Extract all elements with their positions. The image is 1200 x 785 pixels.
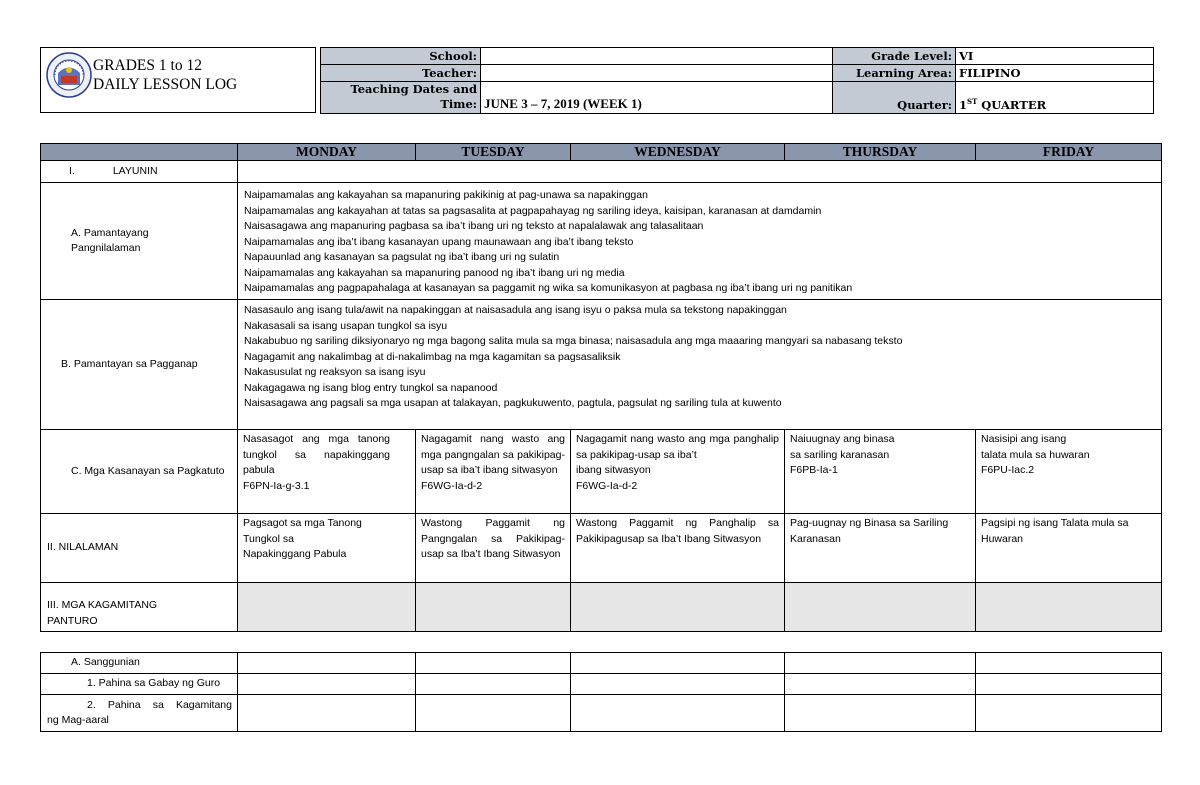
kasanayan-tuesday-code: F6WG-Ia-d-2 bbox=[421, 479, 483, 492]
list-item: Naipamamalas ang pagpapahalaga at kasanayan sa paggamit ng wika sa komunikasyon at pagbasa ng iba’t ibang uri ng panitikan bbox=[244, 282, 853, 294]
kagamitang-magaaral-label bbox=[41, 695, 238, 732]
kagamitan-wednesday[interactable] bbox=[571, 583, 785, 632]
kagamitang-magaaral-row bbox=[41, 695, 1162, 732]
school-field[interactable] bbox=[481, 48, 833, 65]
sanggunian-thursday[interactable] bbox=[785, 653, 976, 674]
gabay-guro-monday[interactable] bbox=[238, 674, 416, 695]
list-item: Nasasaulo ang isang tula/awit na napakinggan at naisasadula ang isang isyu o paksa mula sa tekstong napakinggan bbox=[244, 304, 787, 316]
list-item: Naipamamalas ang iba’t ibang kasanayan upang maunawaan ang iba’t ibang teksto bbox=[244, 235, 634, 248]
list-item: Naipamamalas ang kakayahan sa mapanuring pakikinig at pag-unawa sa napakinggan bbox=[244, 189, 648, 201]
kagamitang-magaaral-wednesday[interactable] bbox=[571, 695, 785, 732]
nilalaman-wednesday[interactable]: Wastong Paggamit ng Panghalip sa Pakikipagusap sa Iba’t Ibang Sitwasyon bbox=[571, 514, 785, 583]
kasanayan-monday-text: Nasasagot ang mga tanong tungkol sa napakinggang pabula bbox=[243, 433, 390, 476]
layunin-text: LAYUNIN bbox=[112, 164, 158, 177]
day-tuesday: TUESDAY bbox=[416, 144, 571, 161]
grade-level-value[interactable]: VI bbox=[956, 48, 1154, 65]
nilalaman-friday[interactable]: Pagsipi ng isang Talata mula sa Huwaran bbox=[976, 514, 1162, 583]
kagamitang-magaaral-monday[interactable] bbox=[238, 695, 416, 732]
quarter-word: QUARTER bbox=[977, 98, 1047, 112]
kasanayan-wednesday-text: Nagagamit nang wasto ang mga panghalip sa pakikipag-usap sa iba’t bbox=[576, 433, 779, 461]
title-grades: GRADES 1 to 12 bbox=[93, 57, 202, 74]
grade-level-label: Grade Level: bbox=[833, 48, 956, 65]
pamantayan-pagganap-content[interactable] bbox=[238, 300, 1162, 430]
header-title-box bbox=[40, 47, 316, 113]
nilalaman-thursday[interactable]: Pag-uugnay ng Binasa sa Sariling Karanasan bbox=[785, 514, 976, 583]
kagamitang-magaaral-line1: 2. Pahina sa Kagamitang bbox=[87, 698, 232, 711]
list-item: Naisasagawa ang pagsali sa mga usapan at talakayan, pagkukuwento, pagtula, pagsulat ng sariling tula at kuwento bbox=[244, 397, 782, 409]
quarter-value[interactable] bbox=[956, 82, 1154, 114]
kagamitan-label-line2: PANTURO bbox=[47, 614, 98, 627]
list-item: Naipamamalas ang kakayahan sa mapanuring panood ng iba’t ibang uri ng media bbox=[244, 266, 625, 279]
list-item: Nakagagawa ng isang blog entry tungkol sa napanood bbox=[244, 381, 498, 394]
kagamitang-magaaral-thursday[interactable] bbox=[785, 695, 976, 732]
kasanayan-friday[interactable] bbox=[976, 430, 1162, 514]
kasanayan-wednesday-code: F6WG-Ia-d-2 bbox=[576, 479, 638, 492]
day-monday: MONDAY bbox=[238, 144, 416, 161]
kasanayan-friday-line1: Nasisipi ang isang bbox=[981, 433, 1067, 445]
lesson-log-table bbox=[40, 143, 1162, 632]
nilalaman-monday-line3: Napakinggang Pabula bbox=[243, 548, 347, 560]
teaching-dates-label bbox=[321, 82, 481, 114]
school-label: School: bbox=[321, 48, 481, 65]
pamantayan-pagganap-label: B. Pamantayan sa Pagganap bbox=[41, 300, 238, 430]
quarter-suffix: ST bbox=[967, 97, 978, 106]
kasanayan-row bbox=[41, 430, 1162, 514]
sanggunian-friday[interactable] bbox=[976, 653, 1162, 674]
gabay-guro-tuesday[interactable] bbox=[416, 674, 571, 695]
list-item: Napauunlad ang kasanayan sa pagsulat ng iba’t ibang uri ng sulatin bbox=[244, 251, 560, 263]
kasanayan-wednesday[interactable] bbox=[571, 430, 785, 514]
pamantayang-pangnilalaman-label: A. Pamantayang Pangnilalaman bbox=[41, 183, 238, 300]
kagamitang-magaaral-line2: ng Mag-aaral bbox=[47, 714, 109, 726]
nilalaman-monday-line2: Tungkol sa bbox=[243, 532, 294, 545]
layunin-row bbox=[41, 161, 1162, 183]
gabay-guro-label: 1. Pahina sa Gabay ng Guro bbox=[41, 674, 238, 695]
kasanayan-thursday-line1: Naiuugnay ang binasa bbox=[790, 433, 895, 445]
kasanayan-thursday-line2: sa sariling karanasan bbox=[790, 448, 890, 461]
nilalaman-tuesday[interactable]: Wastong Paggamit ng Pangngalan sa Pakikipag-usap sa Iba’t Ibang Sitwasyon bbox=[416, 514, 571, 583]
gabay-guro-wednesday[interactable] bbox=[571, 674, 785, 695]
sanggunian-wednesday[interactable] bbox=[571, 653, 785, 674]
kasanayan-thursday[interactable] bbox=[785, 430, 976, 514]
title-daily-lesson-log: DAILY LESSON LOG bbox=[93, 76, 238, 93]
quarter-label: Quarter: bbox=[833, 82, 956, 114]
kasanayan-monday[interactable] bbox=[238, 430, 416, 514]
list-item: Nakasasali sa isang usapan tungkol sa isyu bbox=[244, 319, 448, 332]
pamantayang-pangnilalaman-list bbox=[244, 188, 1156, 297]
sanggunian-monday[interactable] bbox=[238, 653, 416, 674]
kagamitang-magaaral-friday[interactable] bbox=[976, 695, 1162, 732]
gabay-guro-friday[interactable] bbox=[976, 674, 1162, 695]
teaching-dates-label-line2: Time: bbox=[440, 97, 477, 111]
teacher-label: Teacher: bbox=[321, 65, 481, 82]
kasanayan-tuesday[interactable] bbox=[416, 430, 571, 514]
kasanayan-monday-code: F6PN-Ia-g-3.1 bbox=[243, 479, 310, 492]
sanggunian-label: A. Sanggunian bbox=[41, 653, 238, 674]
layunin-content[interactable] bbox=[238, 161, 1162, 183]
kasanayan-wednesday-text2: ibang sitwasyon bbox=[576, 464, 651, 476]
gabay-guro-thursday[interactable] bbox=[785, 674, 976, 695]
layunin-number: I. bbox=[69, 164, 75, 177]
sanggunian-table bbox=[40, 652, 1162, 732]
learning-area-value[interactable]: FILIPINO bbox=[956, 65, 1154, 82]
list-item: Nakasusulat ng reaksyon sa isang isyu bbox=[244, 366, 426, 378]
gabay-guro-row bbox=[41, 674, 1162, 695]
nilalaman-monday-line1: Pagsagot sa mga Tanong bbox=[243, 517, 362, 529]
teacher-field[interactable] bbox=[481, 65, 833, 82]
nilalaman-label: II. NILALAMAN bbox=[41, 514, 238, 583]
kagamitan-thursday[interactable] bbox=[785, 583, 976, 632]
sanggunian-tuesday[interactable] bbox=[416, 653, 571, 674]
pamantayang-pangnilalaman-row bbox=[41, 183, 1162, 300]
header-title bbox=[93, 56, 237, 94]
list-item: Nagagamit ang nakalimbag at di-nakalimbag na mga kagamitan sa pagsasaliksik bbox=[244, 350, 621, 363]
kasanayan-thursday-code: F6PB-Ia-1 bbox=[790, 464, 838, 476]
day-wednesday: WEDNESDAY bbox=[571, 144, 785, 161]
kasanayan-tuesday-text: Nagagamit nang wasto ang mga pangngalan sa pakikipag-usap sa iba’t ibang sitwasyon bbox=[421, 433, 565, 476]
layunin-label bbox=[41, 161, 238, 183]
sanggunian-row bbox=[41, 653, 1162, 674]
list-item: Nakabubuo ng sariling diksiyonaryo ng mga bagong salita mula sa mga binasa; naisasadula ang mga maaaring mangyari sa nabasang teksto bbox=[244, 335, 903, 347]
quarter-number: 1 bbox=[959, 98, 968, 112]
kasanayan-label: C. Mga Kasanayan sa Pagkatuto bbox=[41, 430, 238, 514]
nilalaman-monday[interactable] bbox=[238, 514, 416, 583]
header-info-table bbox=[320, 47, 1154, 114]
teaching-dates-label-line1: Teaching Dates and bbox=[350, 82, 477, 96]
kasanayan-friday-line2: talata mula sa huwaran bbox=[981, 448, 1090, 461]
learning-area-label: Learning Area: bbox=[833, 65, 956, 82]
kagamitan-label bbox=[41, 583, 238, 632]
list-item: Naisasagawa ang mapanuring pagbasa sa iba’t ibang uri ng teksto at napalalawak ang talasalitaan bbox=[244, 220, 704, 232]
kagamitang-magaaral-tuesday[interactable] bbox=[416, 695, 571, 732]
pamantayang-pangnilalaman-content[interactable] bbox=[238, 183, 1162, 300]
kagamitan-label-line1: III. MGA KAGAMITANG bbox=[47, 599, 158, 611]
deped-seal-icon bbox=[46, 52, 92, 98]
kagamitan-row bbox=[41, 583, 1162, 632]
kagamitan-monday[interactable] bbox=[238, 583, 416, 632]
teaching-dates-value[interactable]: JUNE 3 – 7, 2019 (WEEK 1) bbox=[481, 82, 833, 114]
nilalaman-row bbox=[41, 514, 1162, 583]
pamantayan-pagganap-list bbox=[244, 303, 1156, 412]
day-thursday: THURSDAY bbox=[785, 144, 976, 161]
kagamitan-friday[interactable] bbox=[976, 583, 1162, 632]
kagamitan-tuesday[interactable] bbox=[416, 583, 571, 632]
list-item: Naipamamalas ang kakayahan at tatas sa pagsasalita at pagpapahayag ng sariling ideya, kaisipan, karanasan at damdamin bbox=[244, 204, 822, 217]
day-friday: FRIDAY bbox=[976, 144, 1162, 161]
pamantayan-pagganap-row bbox=[41, 300, 1162, 430]
days-header-corner bbox=[41, 144, 238, 161]
days-header-row bbox=[41, 144, 1162, 161]
kasanayan-friday-code: F6PU-Iac.2 bbox=[981, 464, 1035, 476]
